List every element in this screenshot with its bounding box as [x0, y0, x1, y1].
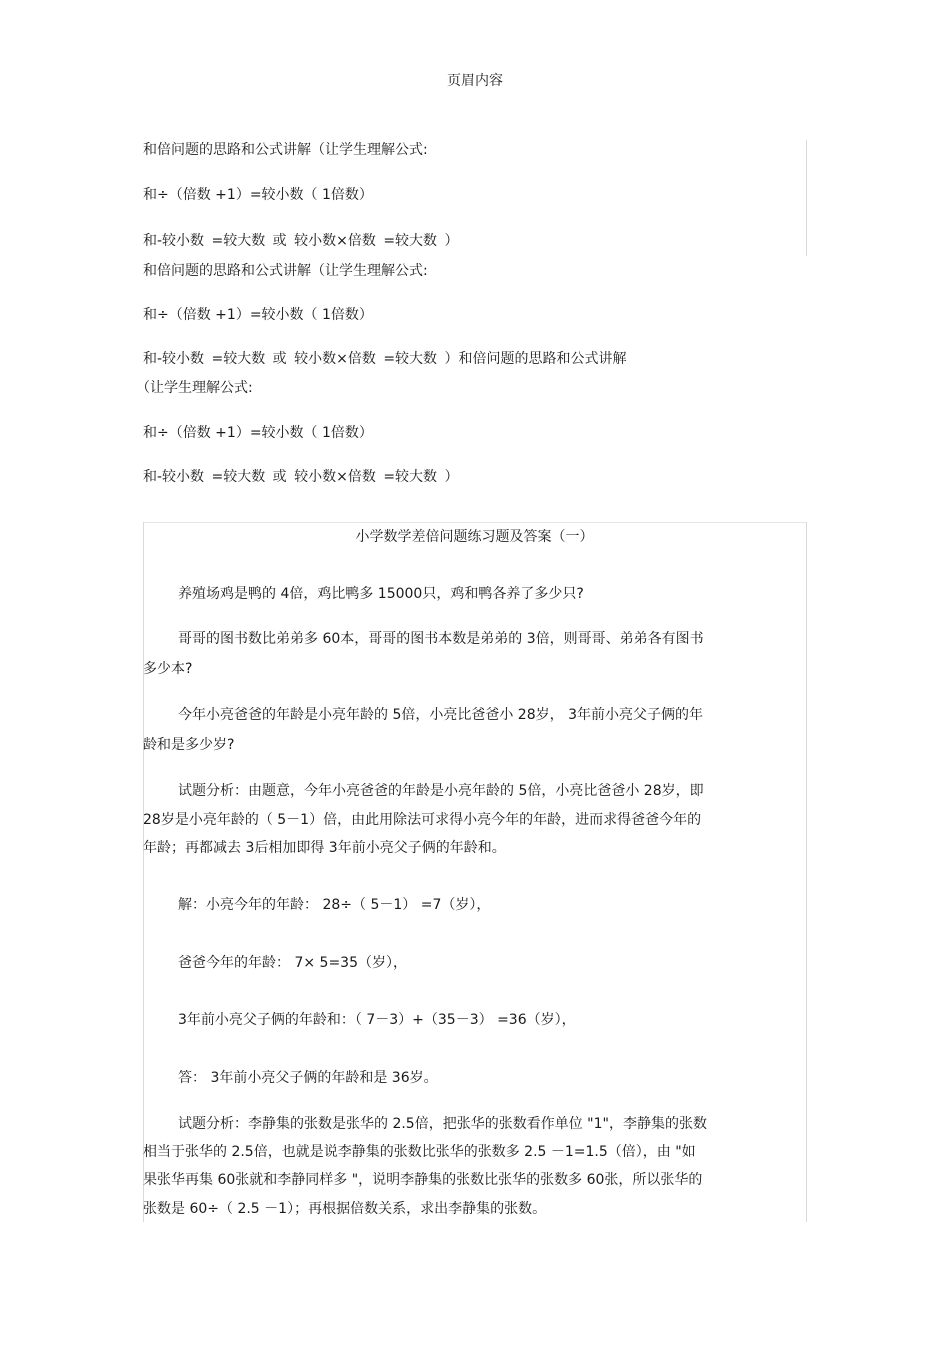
section-right-border — [806, 522, 807, 1222]
question-3-line-1: 今年小亮爸爸的年龄是小亮年龄的 5倍，小亮比爸爸小 28岁， 3年前小亮父子俩的年 — [178, 707, 703, 723]
block1-right-border — [806, 140, 807, 256]
question-3-line-2: 龄和是多少岁? — [143, 737, 235, 753]
analysis-3-line-3: 年龄；再都减去 3后相加即得 3年前小亮父子俩的年龄和。 — [143, 840, 506, 856]
section-left-border — [143, 522, 144, 1222]
analysis-3-line-1: 试题分析：由题意，今年小亮爸爸的年龄是小亮年龄的 5倍，小亮比爸爸小 28岁，即 — [178, 783, 704, 799]
block1-formula-b: 和-较小数 =较大数 或 较小数×倍数 =较大数 ） — [143, 233, 459, 249]
block1-heading: 和倍问题的思路和公式讲解（让学生理解公式: — [143, 142, 428, 158]
page-header: 页眉内容 — [447, 73, 503, 89]
analysis-4-line-4: 张数是 60÷（ 2.5 －1）；再根据倍数关系，求出李静集的张数。 — [143, 1201, 547, 1217]
block2-formula-a: 和÷（倍数 +1）=较小数（ 1倍数） — [143, 307, 373, 323]
solution-step-2: 爸爸今年的年龄： 7× 5=35（岁）， — [178, 955, 407, 971]
solution-step-1: 解：小亮今年的年龄： 28÷（ 5－1） =7（岁）， — [178, 897, 491, 913]
section-title: 小学数学差倍问题练习题及答案（一） — [355, 529, 594, 545]
block2-formula-b-cont: （让学生理解公式: — [136, 380, 253, 396]
answer-3: 答： 3年前小亮父子俩的年龄和是 36岁。 — [178, 1070, 438, 1086]
question-2-line-2: 多少本? — [143, 661, 193, 677]
analysis-3-line-2: 28岁是小亮年龄的（ 5－1）倍，由此用除法可求得小亮今年的年龄，进而求得爸爸今年的 — [143, 812, 702, 828]
block2-formula-b: 和-较小数 =较大数 或 较小数×倍数 =较大数 ）和倍问题的思路和公式讲解 — [143, 351, 627, 367]
solution-step-3: 3年前小亮父子俩的年龄和：（ 7－3）+（35－3） =36（岁）， — [178, 1012, 576, 1028]
analysis-4-line-3: 果张华再集 60张就和李静同样多 "，说明李静集的张数比张华的张数多 60张，所以张华的 — [143, 1172, 703, 1188]
analysis-4-line-2: 相当于张华的 2.5倍，也就是说李静集的张数比张华的张数多 2.5 －1=1.5（倍），由 "如 — [143, 1144, 696, 1160]
block1-formula-a: 和÷（倍数 +1）=较小数（ 1倍数） — [143, 187, 373, 203]
question-2-line-1: 哥哥的图书数比弟弟多 60本，哥哥的图书本数是弟弟的 3倍，则哥哥、弟弟各有图书 — [178, 631, 704, 647]
block2-heading: 和倍问题的思路和公式讲解（让学生理解公式: — [143, 263, 428, 279]
question-1: 养殖场鸡是鸭的 4倍，鸡比鸭多 15000只，鸡和鸭各养了多少只? — [178, 586, 584, 602]
analysis-4-line-1: 试题分析：李静集的张数是张华的 2.5倍，把张华的张数看作单位 "1"，李静集的张数 — [178, 1116, 707, 1132]
block2-formula-c: 和÷（倍数 +1）=较小数（ 1倍数） — [143, 425, 373, 441]
block2-formula-d: 和-较小数 =较大数 或 较小数×倍数 =较大数 ） — [143, 469, 459, 485]
section-top-border — [143, 522, 807, 523]
